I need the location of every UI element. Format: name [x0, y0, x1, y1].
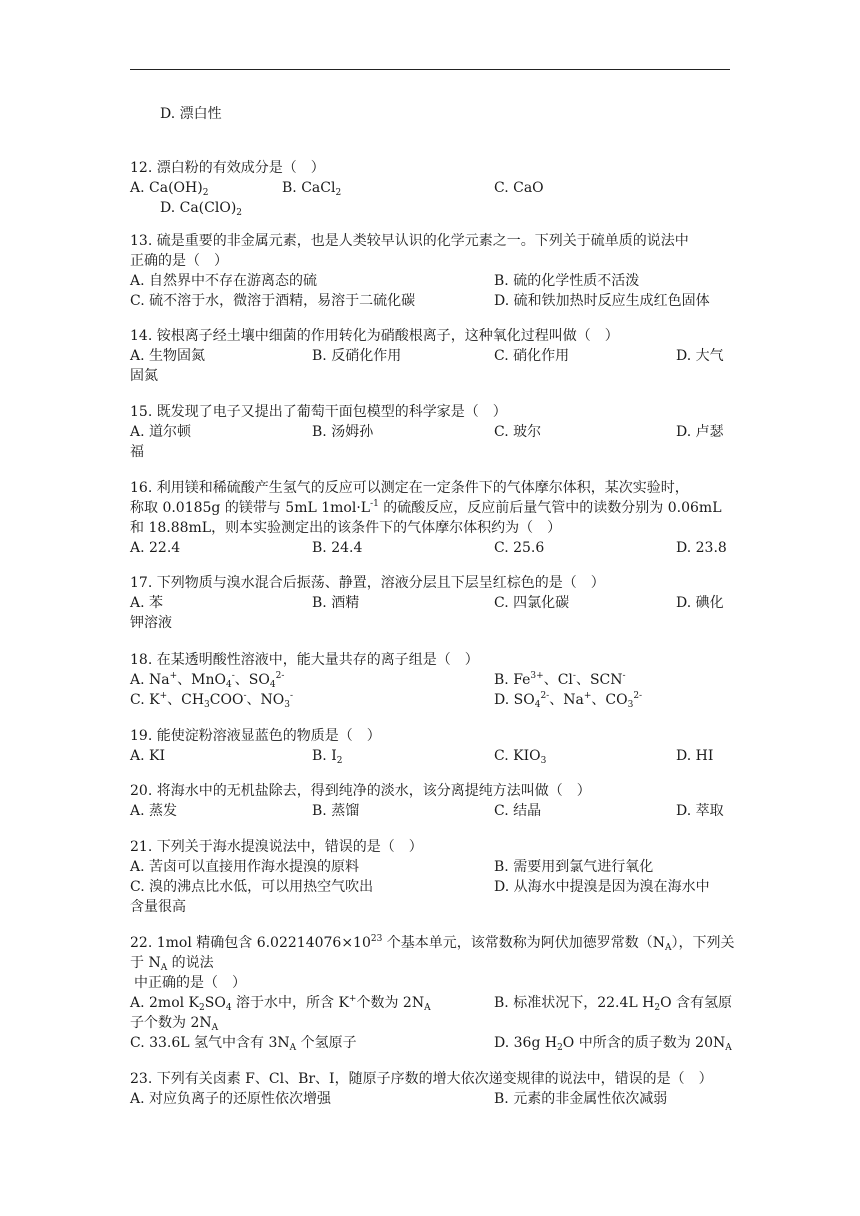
q13-option-c: C. 硫不溶于水，微溶于酒精，易溶于二硫化碳	[130, 293, 416, 309]
q18-option-c: C. K+、$CH_3COO^-$、$NO_3^-$	[130, 691, 294, 710]
q20-option-d: D. 萃取	[676, 803, 724, 819]
q23-option-a: A. 对应负离子的还原性依次增强	[130, 1091, 332, 1107]
q15-option-d: D. 卢瑟	[676, 424, 724, 440]
q18-option-a: A. Na+、MnO$_4$-、$SO_4^{2-}$	[130, 671, 285, 690]
q20-stem: 20. 将海水中的无机盐除去，得到纯净的淡水，该分离提纯方法叫做（ ）	[130, 783, 591, 799]
q22-option-d: D. 36g $H_2O$ 中所含的质子数为 $20N_A$	[494, 1035, 732, 1053]
q19-option-c: C. $KIO_3$	[494, 748, 547, 766]
q13-stem-line1: 13. 硫是重要的非金属元素，也是人类较早认识的化学元素之一。下列关于硫单质的说法中	[130, 233, 689, 249]
q15-option-a: A. 道尔顿	[130, 424, 192, 440]
q16-option-d: D. 23.8	[676, 540, 727, 556]
q21-option-d: D. 从海水中提溴是因为溴在海水中	[494, 879, 710, 895]
q21-option-a: A. 苦卤可以直接用作海水提溴的原料	[130, 859, 360, 875]
q23-option-b: B. 元素的非金属性依次减弱	[494, 1091, 668, 1107]
q11-option-d: D. 漂白性	[160, 106, 222, 122]
q21-option-c: C. 溴的沸点比水低，可以用热空气吹出	[130, 879, 374, 895]
q21-stem: 21. 下列关于海水提溴说法中，错误的是（ ）	[130, 839, 423, 855]
q12-option-a: A. $Ca(OH)_2$	[130, 180, 209, 198]
q17-option-b: B. 酒精	[312, 595, 360, 611]
q22-stem-line2: 于 $N_A$ 的说法	[130, 955, 214, 973]
q12-option-c: C. CaO	[494, 180, 544, 196]
q17-option-d-wrap: 钾溶液	[130, 615, 172, 631]
q16-stem-line2: 称取 0.0185g 的镁带与 5mL $1mol\cdot L^{-1}$ 的硫酸反应，反应前后量气管中的读数分别为 0.06mL	[130, 499, 722, 516]
q20-option-a: A. 蒸发	[130, 803, 178, 819]
q19-option-a: A. KI	[130, 748, 165, 764]
q14-option-b: B. 反硝化作用	[312, 348, 402, 364]
q15-option-d-wrap: 福	[130, 444, 144, 460]
q19-option-d: D. HI	[676, 748, 714, 764]
q14-option-c: C. 硝化作用	[494, 348, 570, 364]
q14-option-a: A. 生物固氮	[130, 348, 206, 364]
q19-stem: 19. 能使淀粉溶液显蓝色的物质是（ ）	[130, 728, 381, 744]
q12-option-b: B. CaCl$_2$	[282, 180, 342, 198]
q21-option-d-wrap: 含量很高	[130, 899, 186, 915]
q12-option-d: D. $Ca(ClO)_2$	[160, 200, 243, 218]
q20-option-b: B. 蒸馏	[312, 803, 360, 819]
q22-option-a: A. 2mol $K_2SO_4$ 溶于水中，所含 K+个数为 $2N_A$	[130, 994, 431, 1013]
q17-option-d: D. 碘化	[676, 595, 724, 611]
q19-option-b: B. $I_2$	[312, 748, 343, 766]
q17-stem: 17. 下列物质与溴水混合后振荡、静置，溶液分层且下层呈红棕色的是（ ）	[130, 575, 605, 591]
q23-stem: 23. 下列有关卤素 F、Cl、Br、I，随原子序数的增大依次递变规律的说法中，错误的是（ ）	[130, 1071, 713, 1087]
q22-stem-line3: 中正确的是（ ）	[134, 975, 246, 991]
q22-stem-line1: 22. 1mol 精确包含 $6.02214076\times 10^{23}$ 个基本单元，该常数称为阿伏加德罗常数$(N_A)$，下列关	[130, 934, 735, 953]
q22-option-b-wrap: 子个数为 $2N_A$	[130, 1015, 219, 1033]
q13-option-a: A. 自然界中不存在游离态的硫	[130, 273, 318, 289]
q14-stem: 14. 铵根离子经土壤中细菌的作用转化为硝酸根离子，这种氧化过程叫做（ ）	[130, 328, 619, 344]
q20-option-c: C. 结晶	[494, 803, 542, 819]
q12-stem: 12. 漂白粉的有效成分是（ ）	[130, 160, 325, 176]
q18-option-d: D. $SO_4^{2-}$、Na+、$CO_3^{2-}$	[494, 691, 643, 710]
q22-option-b: B. 标准状况下，22.4L $H_2O$ 含有氢原	[494, 995, 732, 1013]
q14-option-d: D. 大气	[676, 348, 724, 364]
q15-stem: 15. 既发现了电子又提出了葡萄干面包模型的科学家是（ ）	[130, 404, 507, 420]
q18-stem: 18. 在某透明酸性溶液中，能大量共存的离子组是（ ）	[130, 652, 479, 668]
q14-option-d-wrap: 固氮	[130, 368, 158, 384]
q13-option-d: D. 硫和铁加热时反应生成红色固体	[494, 293, 710, 309]
q16-option-a: A. 22.4	[130, 540, 181, 556]
q16-option-b: B. 24.4	[312, 540, 363, 556]
q16-option-c: C. 25.6	[494, 540, 545, 556]
q21-option-b: B. 需要用到氯气进行氧化	[494, 859, 654, 875]
q13-option-b: B. 硫的化学性质不活泼	[494, 273, 640, 289]
q15-option-c: C. 玻尔	[494, 424, 542, 440]
q22-option-c: C. 33.6L 氢气中含有 $3N_A$ 个氢原子	[130, 1035, 357, 1053]
q17-option-a: A. 苯	[130, 595, 164, 611]
header-rule	[130, 69, 730, 70]
q16-stem-line3: 和 18.88mL，则本实验测定出的该条件下的气体摩尔体积约为（ ）	[130, 520, 562, 536]
q13-stem-line2: 正确的是（ ）	[130, 253, 228, 269]
q16-stem-line1: 16. 利用镁和稀硫酸产生氢气的反应可以测定在一定条件下的气体摩尔体积，某次实验时，	[130, 480, 689, 496]
q17-option-c: C. 四氯化碳	[494, 595, 570, 611]
q18-option-b: B. $Fe^{3+}$、Cl-、SCN-	[494, 671, 626, 688]
q15-option-b: B. 汤姆孙	[312, 424, 374, 440]
